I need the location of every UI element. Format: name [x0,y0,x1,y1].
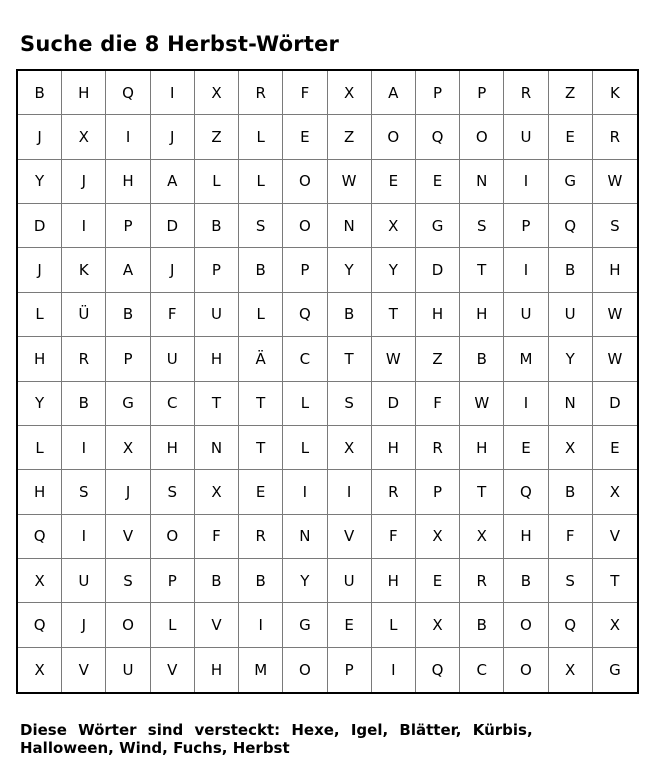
grid-cell: R [593,115,637,159]
grid-cell: S [106,559,150,603]
grid-cell: H [593,248,637,292]
grid-cell: O [283,204,327,248]
grid-cell: L [18,426,62,470]
grid-cell: R [504,71,548,115]
grid-cell: P [416,71,460,115]
grid-cell: L [283,382,327,426]
grid-cell: Q [504,470,548,514]
word-search-grid [16,69,639,694]
grid-cell: B [239,248,283,292]
grid-cell: N [549,382,593,426]
grid-cell: M [239,648,283,692]
grid-cell: I [504,382,548,426]
grid-cell: J [18,248,62,292]
grid-cell: B [549,248,593,292]
grid-cell: X [18,648,62,692]
grid-cell: T [460,470,504,514]
grid-cell: P [151,559,195,603]
grid-cell: X [416,515,460,559]
grid-cell: X [372,204,416,248]
grid-cell: S [549,559,593,603]
grid-cell: J [62,603,106,647]
grid-cell: H [372,426,416,470]
grid-cell: X [195,470,239,514]
grid-cell: F [372,515,416,559]
grid-cell: I [239,603,283,647]
grid-cell: L [372,603,416,647]
grid-cell: E [372,160,416,204]
grid-cell: N [328,204,372,248]
grid-cell: C [283,337,327,381]
grid-cell: G [416,204,460,248]
grid-cell: B [460,603,504,647]
grid-cell: X [328,426,372,470]
grid-cell: H [106,160,150,204]
grid-cell: B [460,337,504,381]
grid-cell: P [460,71,504,115]
grid-cell: G [549,160,593,204]
grid-cell: F [283,71,327,115]
grid-cell: O [151,515,195,559]
grid-cell: U [504,115,548,159]
grid-cell: G [106,382,150,426]
grid-cell: V [328,515,372,559]
grid-cell: J [106,470,150,514]
grid-cell: B [195,204,239,248]
grid-cell: C [460,648,504,692]
grid-cell: T [593,559,637,603]
grid-cell: O [504,648,548,692]
grid-cell: H [372,559,416,603]
grid-cell: I [283,470,327,514]
word-list-hint [20,721,580,757]
grid-cell: X [106,426,150,470]
grid-cell: Y [372,248,416,292]
grid-cell: N [283,515,327,559]
grid-cell: U [151,337,195,381]
grid-cell: X [460,515,504,559]
grid-cell: D [416,248,460,292]
grid-cell: R [239,71,283,115]
grid-cell: I [62,515,106,559]
grid-cell: E [416,559,460,603]
grid-cell: J [151,115,195,159]
grid-cell: P [195,248,239,292]
grid-cell: S [460,204,504,248]
grid-cell: A [151,160,195,204]
grid-cell: Q [549,204,593,248]
grid-cell: R [460,559,504,603]
grid-cell: I [372,648,416,692]
grid-cell: V [151,648,195,692]
grid-cell: L [239,160,283,204]
grid-cell: Q [416,648,460,692]
grid-cell: T [195,382,239,426]
grid-cell: F [195,515,239,559]
grid-cell: R [372,470,416,514]
grid-cell: E [328,603,372,647]
grid-cell: Q [18,603,62,647]
grid-cell: H [460,293,504,337]
grid-cell: T [372,293,416,337]
grid-cell: Y [328,248,372,292]
grid-cell: V [195,603,239,647]
grid-cell: R [62,337,106,381]
grid-cell: A [372,71,416,115]
grid-cell: Q [106,71,150,115]
grid-cell: H [18,337,62,381]
grid-cell: Y [549,337,593,381]
grid-cell: L [239,115,283,159]
grid-cell: O [106,603,150,647]
grid-cell: S [239,204,283,248]
grid-cell: B [18,71,62,115]
grid-cell: K [593,71,637,115]
grid-cell: Z [328,115,372,159]
grid-cell: H [195,648,239,692]
grid-cell: S [593,204,637,248]
grid-cell: H [504,515,548,559]
grid-cell: E [239,470,283,514]
grid-cell: E [283,115,327,159]
grid-cell: I [62,426,106,470]
grid-cell: Z [416,337,460,381]
grid-cell: X [593,470,637,514]
grid-cell: X [62,115,106,159]
hint-line-2: Halloween, Wind, Fuchs, Herbst [20,739,290,757]
grid-cell: L [239,293,283,337]
grid-cell: G [609,660,621,679]
grid-cell: R [239,515,283,559]
grid-cell: H [62,71,106,115]
grid-cell: W [593,160,637,204]
grid-cell: T [239,426,283,470]
grid-cell: E [504,426,548,470]
grid-cell: U [549,293,593,337]
grid-cell: U [504,293,548,337]
grid-cell: V [62,648,106,692]
grid-cell: I [328,470,372,514]
grid-cell: L [18,293,62,337]
grid-cell: X [549,648,593,692]
grid-cell: J [151,248,195,292]
grid-cell: F [416,382,460,426]
hint-line-1: Diese Wörter sind versteckt: Hexe, Igel, Blätter, Kürbis, [20,721,533,739]
grid-cell: L [283,426,327,470]
grid-cell: X [328,71,372,115]
grid-cell: I [504,248,548,292]
grid-cell: Y [283,559,327,603]
grid-cell: L [151,603,195,647]
grid-cell: S [151,470,195,514]
grid-cell: O [283,648,327,692]
grid-cell: O [372,115,416,159]
grid-cell: C [151,382,195,426]
grid-cell: T [460,248,504,292]
grid-cell: S [62,470,106,514]
grid-cell: B [106,293,150,337]
grid-cell: I [151,71,195,115]
grid-cell: S [328,382,372,426]
grid-cell: A [106,248,150,292]
grid-cell: Z [195,115,239,159]
grid-cell: W [372,337,416,381]
grid-cell: H [18,470,62,514]
grid-cell: W [460,382,504,426]
grid-cell: H [460,426,504,470]
grid-cell: J [62,160,106,204]
grid-cell: D [372,382,416,426]
grid-cell: Q [416,115,460,159]
grid-cell: X [593,603,637,647]
grid-cell: B [62,382,106,426]
grid-cell: X [549,426,593,470]
grid-cell: P [504,204,548,248]
grid-cell: T [328,337,372,381]
grid-cell: H [416,293,460,337]
grid-cell: B [239,559,283,603]
grid-cell: U [62,559,106,603]
grid-cell: B [549,470,593,514]
grid-cell: W [593,337,637,381]
grid-cell: N [460,160,504,204]
grid-cell: E [549,115,593,159]
grid-cell: K [62,248,106,292]
grid-cell: X [18,559,62,603]
grid-cell: O [283,160,327,204]
grid-cell: O [504,603,548,647]
grid-cell: L [195,160,239,204]
grid-cell: F [151,293,195,337]
grid-cell: P [416,470,460,514]
grid-cell: D [151,204,195,248]
grid-cell: Q [18,515,62,559]
grid-cell: P [328,648,372,692]
grid-cell: W [593,293,637,337]
grid-cell: T [239,382,283,426]
grid-cell: P [106,204,150,248]
grid-cell: Y [18,160,62,204]
grid-cell: N [195,426,239,470]
grid-cell: I [106,115,150,159]
grid-cell: Z [549,71,593,115]
grid-cell: H [151,426,195,470]
grid-cell: B [328,293,372,337]
page-title: Suche die 8 Herbst-Wörter [20,32,340,56]
grid-cell: I [62,204,106,248]
grid-cell: V [593,515,637,559]
grid-cell: U [195,293,239,337]
grid-cell: I [504,160,548,204]
grid-cell: Y [18,382,62,426]
grid-cell: E [416,160,460,204]
grid-cell: Ü [62,293,106,337]
grid-cell: G [283,603,327,647]
grid-cell: F [549,515,593,559]
grid-cell: U [106,648,150,692]
grid-cell: Q [283,293,327,337]
grid-cell: J [18,115,62,159]
grid-cell: U [328,559,372,603]
grid-cell: E [593,426,637,470]
grid-cell: O [460,115,504,159]
grid-cell: H [195,337,239,381]
grid-cell: P [106,337,150,381]
grid-cell: X [416,603,460,647]
grid-cell: Q [549,603,593,647]
grid-cell: X [195,71,239,115]
grid-cell: R [416,426,460,470]
grid-cell: B [195,559,239,603]
grid-cell: V [106,515,150,559]
grid-cell: P [283,248,327,292]
grid-cell: M [504,337,548,381]
grid-cell: D [18,204,62,248]
grid-cell: Ä [239,337,283,381]
grid-cell: W [328,160,372,204]
grid-cell: B [504,559,548,603]
grid-cell: D [593,382,637,426]
